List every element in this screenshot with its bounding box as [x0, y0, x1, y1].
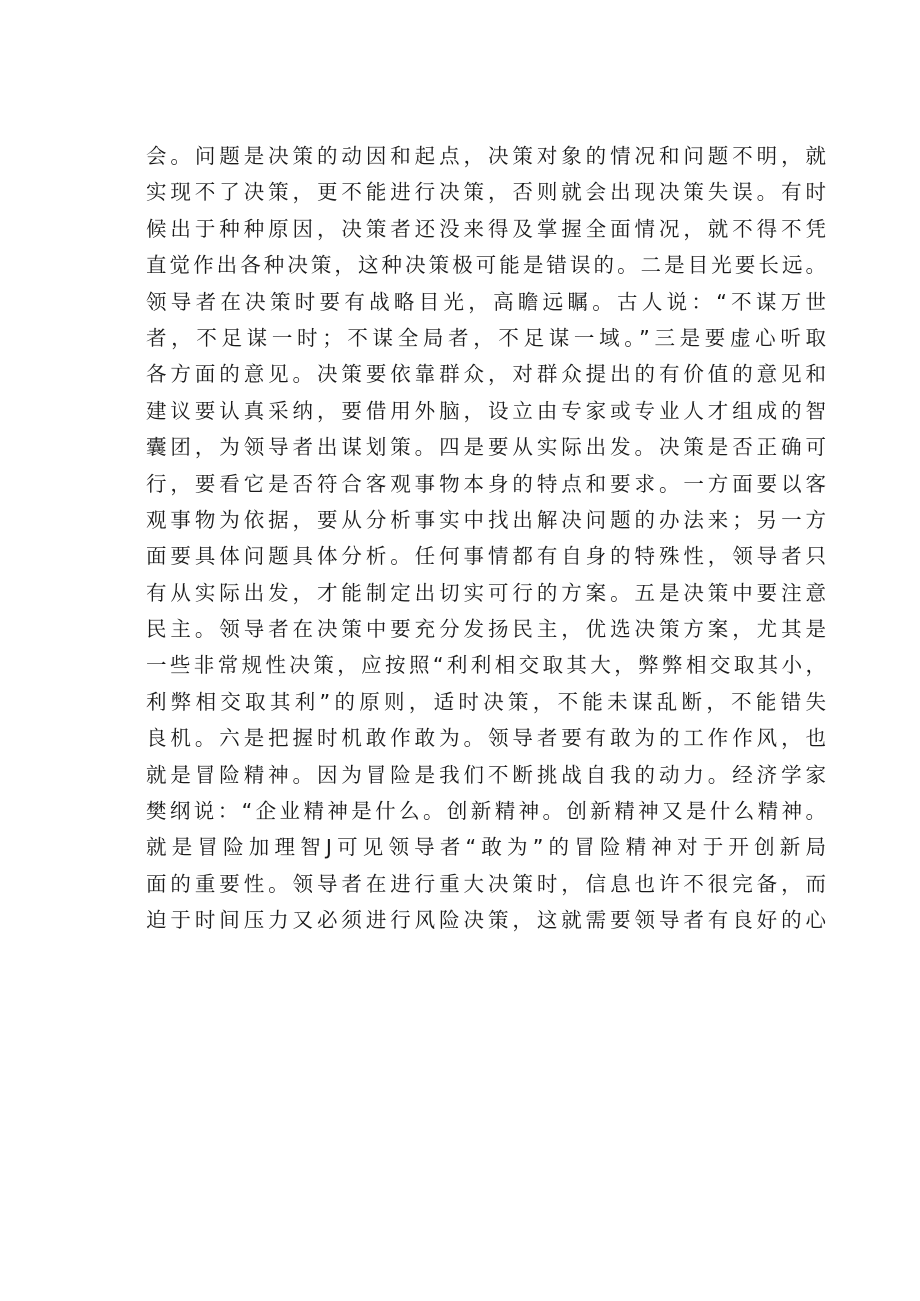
text-line-17: 良机。六是把握时机敢作敢为。领导者要有敢为的工作作风，也	[146, 726, 826, 751]
text-line-16: 利弊相交取其利”的原则，适时决策，不能未谋乱断，不能错失	[146, 689, 826, 714]
text-line-20: 就是冒险加理智J可见领导者“敢为”的冒险精神对于开创新局	[146, 835, 826, 860]
text-line-15: 一些非常规性决策，应按照“利利相交取其大，弊弊相交取其小，	[146, 653, 826, 678]
text-line-21: 面的重要性。领导者在进行重大决策时，信息也许不很完备，而	[146, 871, 826, 896]
text-line-2: 实现不了决策，更不能进行决策，否则就会出现决策失误。有时	[146, 180, 826, 205]
text-line-14: 民主。领导者在决策中要充分发扬民主，优选决策方案，尤其是	[146, 617, 826, 642]
body-text	[146, 138, 826, 939]
text-line-19: 樊纲说：“企业精神是什么。创新精神。创新精神又是什么精神。	[146, 799, 826, 824]
text-line-11: 观事物为依据，要从分析事实中找出解决问题的办法来；另一方	[146, 507, 826, 532]
text-line-8: 建议要认真采纳，要借用外脑，设立由专家或专业人才组成的智	[146, 398, 826, 423]
text-line-7: 各方面的意见。决策要依靠群众，对群众提出的有价值的意见和	[146, 362, 826, 387]
text-line-10: 行，要看它是否符合客观事物本身的特点和要求。一方面要以客	[146, 471, 826, 496]
text-line-4: 直觉作出各种决策，这种决策极可能是错误的。二是目光要长远。	[146, 253, 826, 278]
text-line-9: 囊团，为领导者出谋划策。四是要从实际出发。决策是否正确可	[146, 435, 826, 460]
text-line-12: 面要具体问题具体分析。任何事情都有自身的特殊性，领导者只	[146, 544, 826, 569]
text-line-5: 领导者在决策时要有战略目光，高瞻远瞩。古人说：“不谋万世	[146, 289, 826, 314]
text-line-18: 就是冒险精神。因为冒险是我们不断挑战自我的动力。经济学家	[146, 762, 826, 787]
text-line-13: 有从实际出发，才能制定出切实可行的方案。五是决策中要注意	[146, 580, 826, 605]
text-line-3: 候出于种种原因，决策者还没来得及掌握全面情况，就不得不凭	[146, 216, 826, 241]
text-line-6: 者，不足谋一时；不谋全局者，不足谋一域。”三是要虚心听取	[146, 325, 826, 350]
text-line-22: 迫于时间压力又必须进行风险决策，这就需要领导者有良好的心	[146, 908, 826, 933]
text-line-1: 会。问题是决策的动因和起点，决策对象的情况和问题不明，就	[146, 144, 826, 168]
